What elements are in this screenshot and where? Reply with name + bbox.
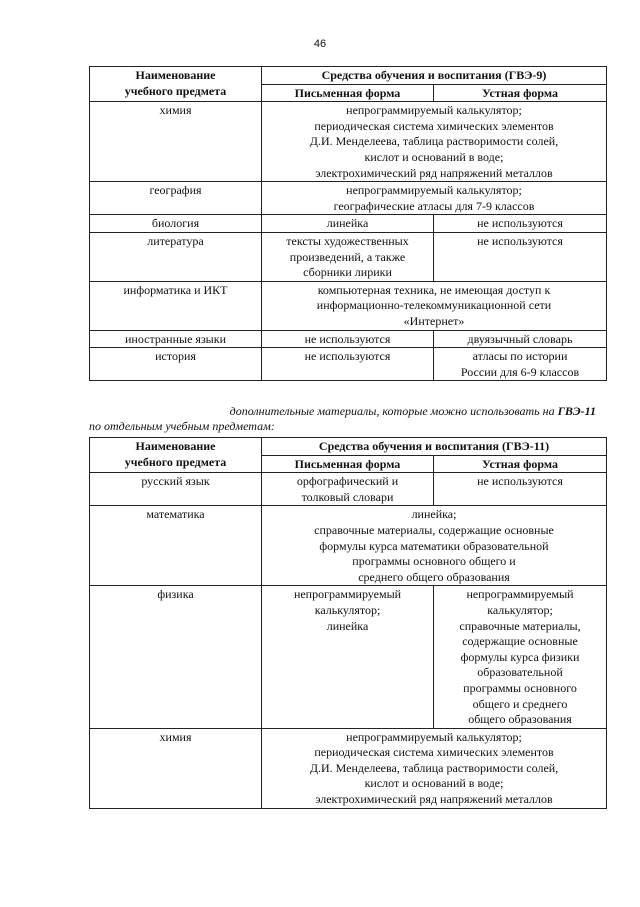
header-line: Наименование (135, 439, 216, 453)
oral-form-cell (434, 586, 607, 728)
subject-cell: литература (90, 232, 262, 281)
cell-line: кислот и оснований в воде; (364, 149, 504, 164)
cell-line: среднего общего образования (358, 569, 510, 584)
subject-column-header (90, 67, 262, 102)
cell-line: не используются (304, 331, 391, 346)
oral-form-header: Устная форма (434, 455, 607, 473)
cell-line: кислот и оснований в воде; (364, 776, 504, 791)
cell-line: Д.И. Менделеева, таблица растворимости солей, (309, 760, 559, 775)
means-column-header: Средства обучения и воспитания (ГВЭ-9) (262, 67, 607, 85)
cell-line: периодическая система химических элементов (314, 118, 554, 133)
cell-line: калькулятор; (487, 602, 553, 617)
oral-form-cell (434, 348, 607, 381)
table-row (90, 232, 607, 281)
cell-line: орфографический и (296, 474, 399, 489)
additional-materials-note (89, 404, 606, 434)
table-row (90, 473, 607, 506)
written-form-header: Письменная форма (262, 455, 434, 473)
table-row (90, 182, 607, 215)
cell-line: общего образования (468, 712, 572, 727)
oral-form-cell (434, 232, 607, 281)
subject-cell: география (90, 182, 262, 215)
oral-form-cell (434, 215, 607, 233)
subject-cell: биология (90, 215, 262, 233)
header-line: учебного предмета (124, 83, 227, 98)
table-row (90, 330, 607, 348)
cell-line: не используются (477, 474, 563, 489)
subject-cell: математика (90, 506, 262, 586)
table-row (90, 348, 607, 381)
cell-line: Д.И. Менделеева, таблица растворимости солей, (309, 134, 559, 149)
means-column-header: Средства обучения и воспитания (ГВЭ-11) (262, 438, 607, 456)
cell-line: непрограммируемый калькулятор; (346, 183, 522, 198)
cell-line: атласы по истории (472, 349, 568, 364)
means-cell (262, 182, 607, 215)
cell-line: непрограммируемый калькулятор; (346, 729, 522, 744)
table-row (90, 102, 607, 182)
page-number: 46 (313, 38, 327, 50)
cell-line: справочные материалы, содержащие основные (314, 522, 554, 537)
means-cell (262, 728, 607, 808)
table-row (90, 281, 607, 330)
cell-line: непрограммируемый (466, 587, 574, 602)
cell-line: электрохимический ряд напряжений металлов (315, 165, 553, 180)
table-header-row (90, 67, 607, 85)
cell-line: России для 6-9 классов (460, 364, 580, 379)
subject-cell: физика (90, 586, 262, 728)
table-row (90, 506, 607, 586)
cell-line: не используются (477, 216, 563, 231)
cell-line: тексты художественных (286, 233, 409, 248)
cell-line: непрограммируемый (293, 587, 402, 602)
written-form-header: Письменная форма (262, 84, 434, 102)
cell-line: формулы курса физики (460, 649, 580, 664)
written-form-cell (262, 330, 434, 348)
subject-cell: история (90, 348, 262, 381)
cell-line: программы основного (463, 680, 577, 695)
note-text-2: по отдельным учебным предметам: (89, 419, 275, 433)
oral-form-cell (434, 473, 607, 506)
table-header-row (90, 438, 607, 456)
subject-column-header (90, 438, 262, 473)
cell-line: не используются (477, 233, 563, 248)
note-gve11: ГВЭ-11 (557, 404, 596, 418)
cell-line: компьютерная техника, не имеющая доступ к (317, 282, 551, 297)
cell-line: калькулятор; (314, 602, 381, 617)
cell-line: линейка (326, 216, 369, 231)
cell-line: справочные материалы, (459, 618, 581, 633)
oral-form-header: Устная форма (434, 84, 607, 102)
written-form-cell (262, 473, 434, 506)
cell-line: линейка (326, 618, 369, 633)
oral-form-cell (434, 330, 607, 348)
table-row (90, 586, 607, 728)
subject-cell: химия (90, 102, 262, 182)
cell-line: электрохимический ряд напряжений металлов (315, 792, 553, 807)
cell-line: программы основного общего и (352, 554, 516, 569)
table-row (90, 728, 607, 808)
cell-line: «Интернет» (403, 313, 465, 328)
subject-cell: информатика и ИКТ (90, 281, 262, 330)
cell-line: сборники лирики (303, 265, 392, 280)
cell-line: географические атласы для 7-9 классов (333, 198, 535, 213)
means-cell (262, 102, 607, 182)
subject-cell: русский язык (90, 473, 262, 506)
cell-line: периодическая система химических элементов (314, 745, 554, 760)
written-form-cell (262, 215, 434, 233)
header-line: учебного предмета (124, 454, 227, 469)
cell-line: содержащие основные (462, 634, 578, 649)
means-cell (262, 281, 607, 330)
table-row (90, 215, 607, 233)
table-gve9 (89, 66, 607, 381)
header-line: Наименование (135, 68, 216, 82)
cell-line: образовательной (477, 665, 563, 680)
cell-line: информационно-телекоммуникационной сети (316, 298, 552, 313)
subject-cell: иностранные языки (90, 330, 262, 348)
note-text-1: дополнительные материалы, которые можно использовать на (229, 404, 558, 418)
table-gve11 (89, 437, 607, 809)
cell-line: двуязычный словарь (467, 331, 573, 346)
cell-line: произведений, а также (289, 249, 406, 264)
cell-line: непрограммируемый калькулятор; (346, 103, 522, 118)
cell-line: толковый словари (301, 489, 394, 504)
written-form-cell (262, 232, 434, 281)
cell-line: линейка; (411, 507, 457, 522)
subject-cell: химия (90, 728, 262, 808)
means-cell (262, 506, 607, 586)
cell-line: общего и среднего (472, 696, 568, 711)
written-form-cell (262, 348, 434, 381)
cell-line: формулы курса математики образовательной (319, 538, 549, 553)
written-form-cell (262, 586, 434, 728)
cell-line: не используются (304, 349, 391, 364)
